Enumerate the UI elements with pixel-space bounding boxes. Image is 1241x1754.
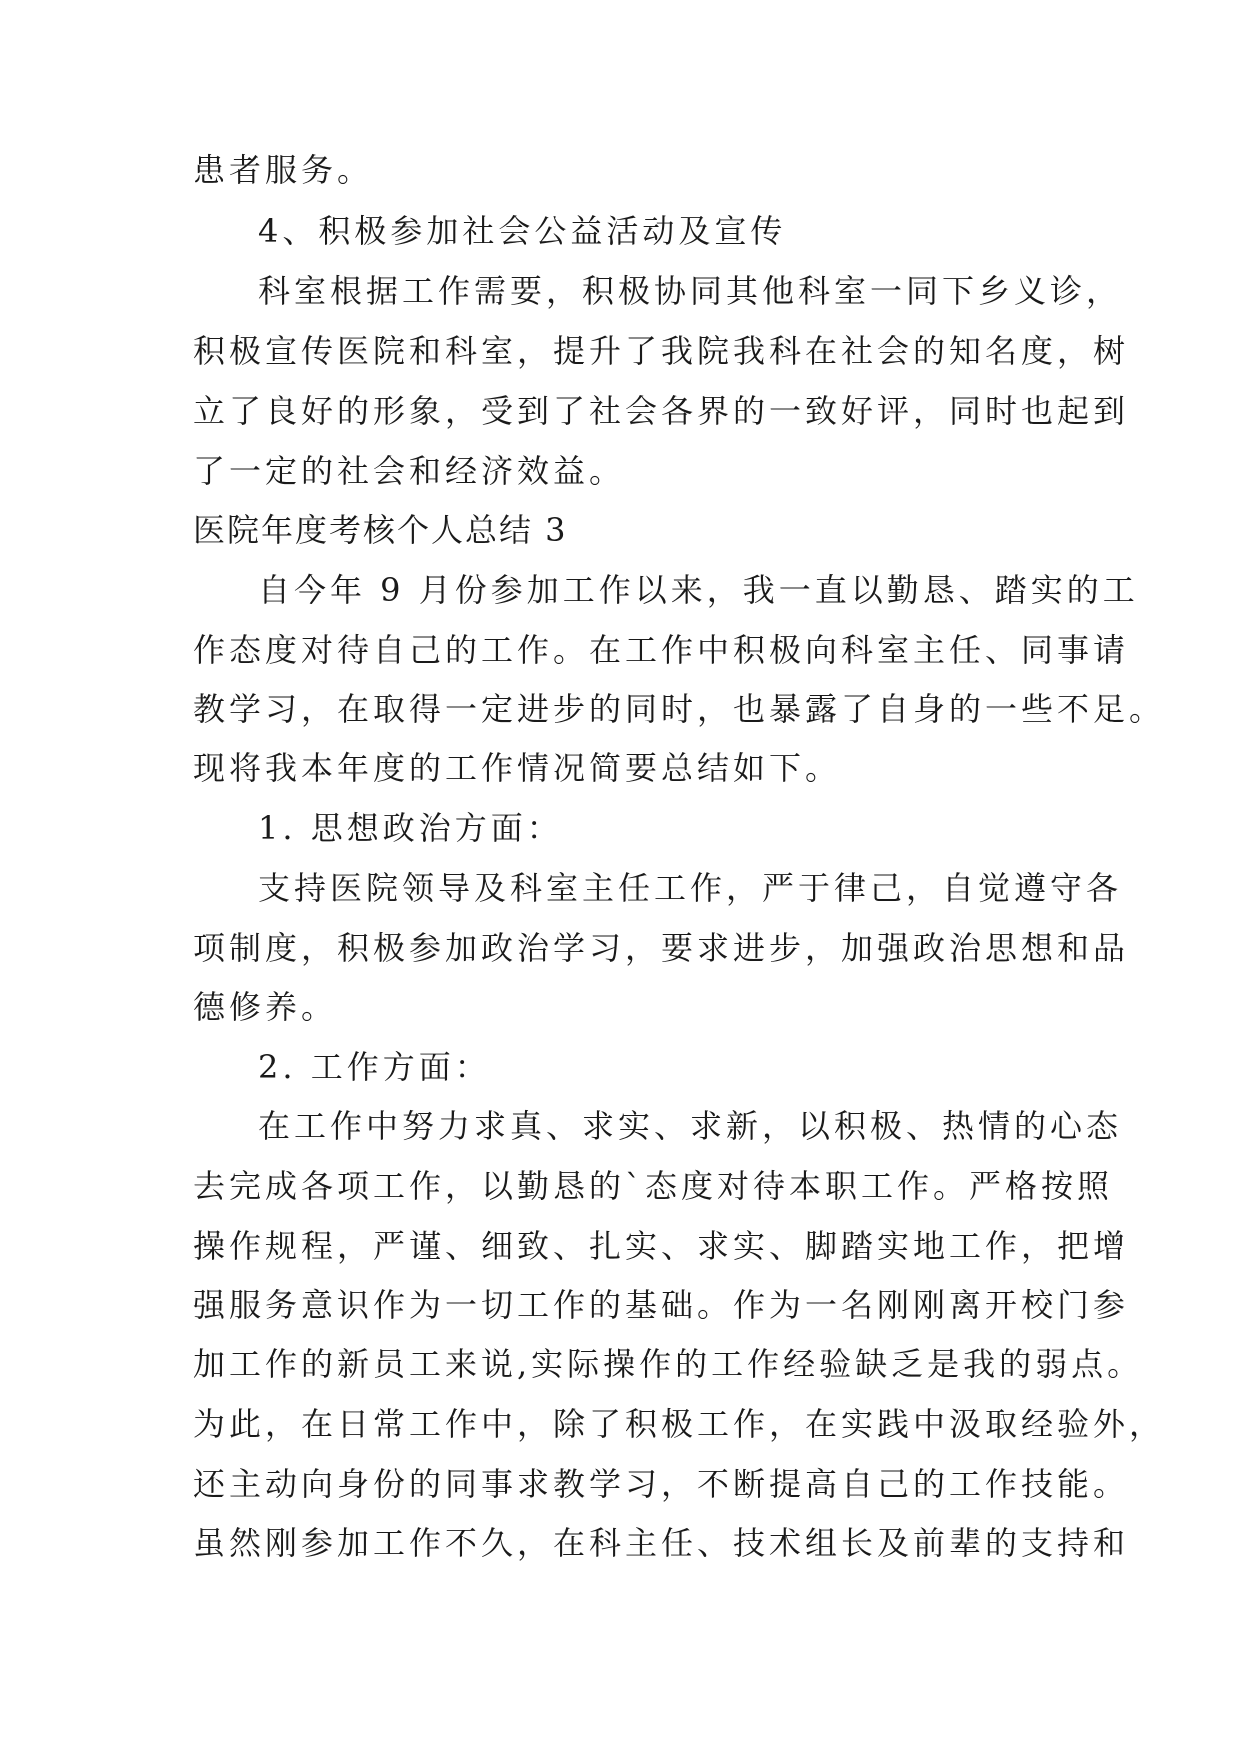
paragraph-line: 虽然刚参加工作不久，在科主任、技术组长及前辈的支持和: [193, 1524, 1130, 1562]
section-heading: 2. 工作方面：: [258, 1048, 491, 1086]
paragraph-line: 积极宣传医院和科室，提升了我院我科在社会的知名度，树: [193, 332, 1130, 370]
paragraph-line: 还主动向身份的同事求教学习，不断提高自己的工作技能。: [193, 1465, 1130, 1503]
paragraph-line: 操作规程，严谨、细致、扎实、求实、脚踏实地工作，把增: [193, 1227, 1130, 1265]
paragraph-line: 患者服务。: [193, 151, 374, 189]
paragraph-line: 强服务意识作为一切工作的基础。作为一名刚刚离开校门参: [193, 1286, 1130, 1324]
paragraph-line: 作态度对待自己的工作。在工作中积极向科室主任、同事请: [193, 631, 1130, 669]
paragraph-line: 了一定的社会和经济效益。: [193, 452, 626, 490]
section-heading: 1. 思想政治方面：: [258, 809, 563, 847]
paragraph-line: 德修养。: [193, 988, 338, 1026]
paragraph-line: 科室根据工作需要，积极协同其他科室一同下乡义诊，: [258, 272, 1123, 310]
section-heading: 4、积极参加社会公益活动及宣传: [258, 212, 787, 250]
paragraph-line: 教学习，在取得一定进步的同时，也暴露了自身的一些不足。: [193, 690, 1166, 728]
document-title: 医院年度考核个人总结 3: [193, 511, 568, 549]
paragraph-line: 自今年 9 月份参加工作以来，我一直以勤恳、踏实的工: [258, 571, 1139, 609]
paragraph-line: 加工作的新员工来说,实际操作的工作经验缺乏是我的弱点。: [193, 1345, 1144, 1383]
paragraph-line: 现将我本年度的工作情况简要总结如下。: [193, 749, 842, 787]
paragraph-line: 在工作中努力求真、求实、求新，以积极、热情的心态: [258, 1107, 1123, 1145]
paragraph-line: 立了良好的形象，受到了社会各界的一致好评，同时也起到: [193, 392, 1130, 430]
paragraph-line: 去完成各项工作，以勤恳的`态度对待本职工作。严格按照: [193, 1167, 1114, 1205]
paragraph-line: 项制度，积极参加政治学习，要求进步，加强政治思想和品: [193, 929, 1130, 967]
paragraph-line: 支持医院领导及科室主任工作，严于律己，自觉遵守各: [258, 869, 1123, 907]
paragraph-line: 为此，在日常工作中，除了积极工作，在实践中汲取经验外，: [193, 1405, 1166, 1443]
